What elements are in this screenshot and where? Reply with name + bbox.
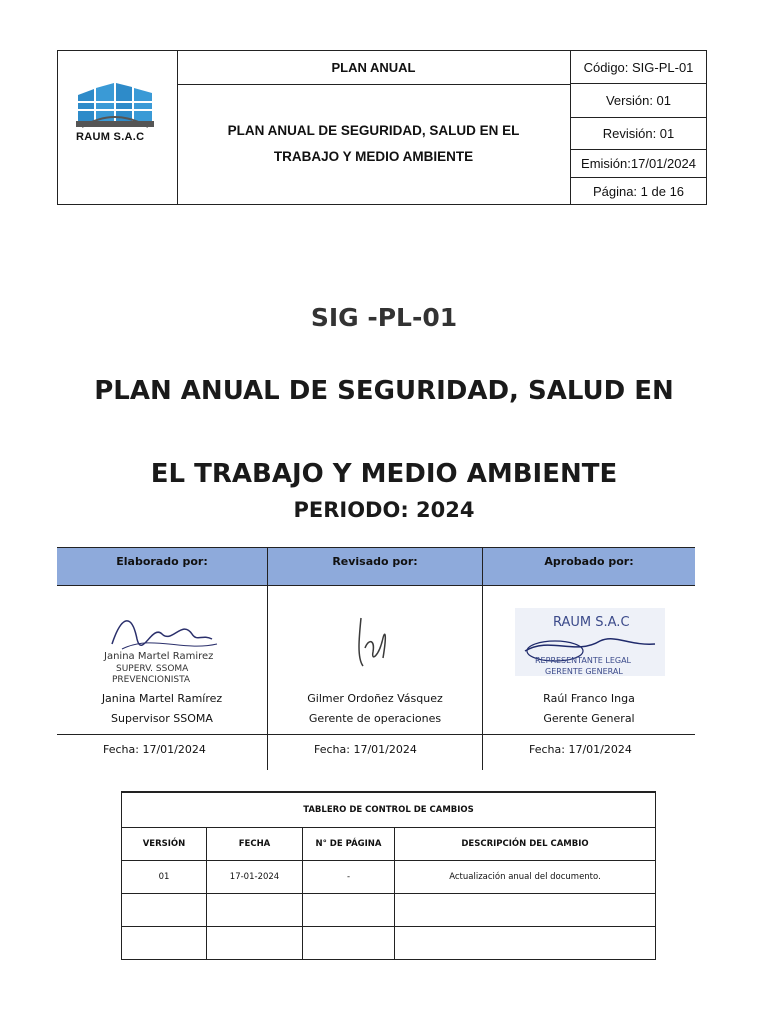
approver-role: Gerente de operaciones <box>308 712 442 725</box>
column-header: FECHA <box>207 828 303 861</box>
cell-page <box>303 927 395 960</box>
approval-header: Aprobado por: <box>483 548 695 586</box>
plan-label: PLAN ANUAL <box>177 51 571 85</box>
approval-date: Fecha: 17/01/2024 <box>529 743 632 756</box>
approval-table <box>57 547 695 770</box>
cell-description <box>395 927 656 960</box>
stamp-title: GERENTE GENERAL <box>545 667 623 676</box>
table-row <box>122 927 656 960</box>
approver-name: Janina Martel Ramírez <box>101 692 223 705</box>
cover-title-line2: EL TRABAJO Y MEDIO AMBIENTE <box>150 459 618 489</box>
version: Versión: 01 <box>570 84 707 118</box>
approval-date: Fecha: 17/01/2024 <box>103 743 206 756</box>
cell-page <box>303 894 395 927</box>
emision: Emisión:17/01/2024 <box>570 150 707 178</box>
cell-version <box>122 894 207 927</box>
document-header <box>57 50 707 205</box>
stamp-title: PREVENCIONISTA <box>112 675 191 684</box>
revision: Revisión: 01 <box>570 118 707 150</box>
approval-approved <box>483 548 695 770</box>
cell-version <box>122 927 207 960</box>
document-code: SIG -PL-01 <box>310 303 458 332</box>
column-header: DESCRIPCIÓN DEL CAMBIO <box>395 828 656 861</box>
approval-reviewed <box>268 548 482 770</box>
approval-header: Revisado por: <box>268 548 482 586</box>
approver-name: Raúl Franco Inga <box>543 692 635 705</box>
approval-prepared <box>57 548 267 770</box>
approver-role: Supervisor SSOMA <box>111 712 213 725</box>
period: PERIODO: 2024 <box>293 498 475 522</box>
approver-role: Gerente General <box>543 712 635 725</box>
column-header: N° DE PÁGINA <box>303 828 395 861</box>
cover-title-line1: PLAN ANUAL DE SEGURIDAD, SALUD EN <box>94 376 674 406</box>
codigo: Código: SIG-PL-01 <box>570 51 707 84</box>
stamp-role: SUPERV. SSOMA <box>116 664 189 674</box>
logo-cell <box>58 51 178 204</box>
signature-box <box>57 586 267 735</box>
table-header-row <box>122 828 656 861</box>
header-title-line2: TRABAJO Y MEDIO AMBIENTE <box>273 149 474 164</box>
company-stamp <box>505 606 675 686</box>
cell-description <box>395 894 656 927</box>
stamp-company: RAUM S.A.C <box>553 615 630 630</box>
table-row <box>122 894 656 927</box>
header-title-line1: PLAN ANUAL DE SEGURIDAD, SALUD EN EL <box>227 123 520 138</box>
signature-box <box>483 586 695 735</box>
pagina: Página: 1 de 16 <box>592 183 685 199</box>
table-row <box>122 861 656 894</box>
signature <box>343 608 403 678</box>
change-control-table <box>121 791 656 960</box>
cell-date <box>207 894 303 927</box>
approval-date: Fecha: 17/01/2024 <box>314 743 417 756</box>
column-header: VERSIÓN <box>122 828 207 861</box>
signature-box <box>268 586 482 735</box>
cell-date <box>207 927 303 960</box>
header-title <box>177 84 571 204</box>
signature-stamp <box>92 604 242 684</box>
cell-version: 01 <box>122 861 207 894</box>
change-table-title: TABLERO DE CONTROL DE CAMBIOS <box>122 792 656 828</box>
cell-description: Actualización anual del documento. <box>395 861 656 894</box>
stamp-name: Janina Martel Ramirez <box>104 651 214 662</box>
approver-name: Gilmer Ordoñez Vásquez <box>307 692 443 705</box>
cell-page: - <box>303 861 395 894</box>
stamp-role: REPRESENTANTE LEGAL <box>535 656 632 665</box>
company-logo <box>76 81 154 131</box>
company-name: RAUM S.A.C <box>76 131 145 143</box>
approval-header: Elaborado por: <box>57 548 267 586</box>
cell-date: 17-01-2024 <box>207 861 303 894</box>
